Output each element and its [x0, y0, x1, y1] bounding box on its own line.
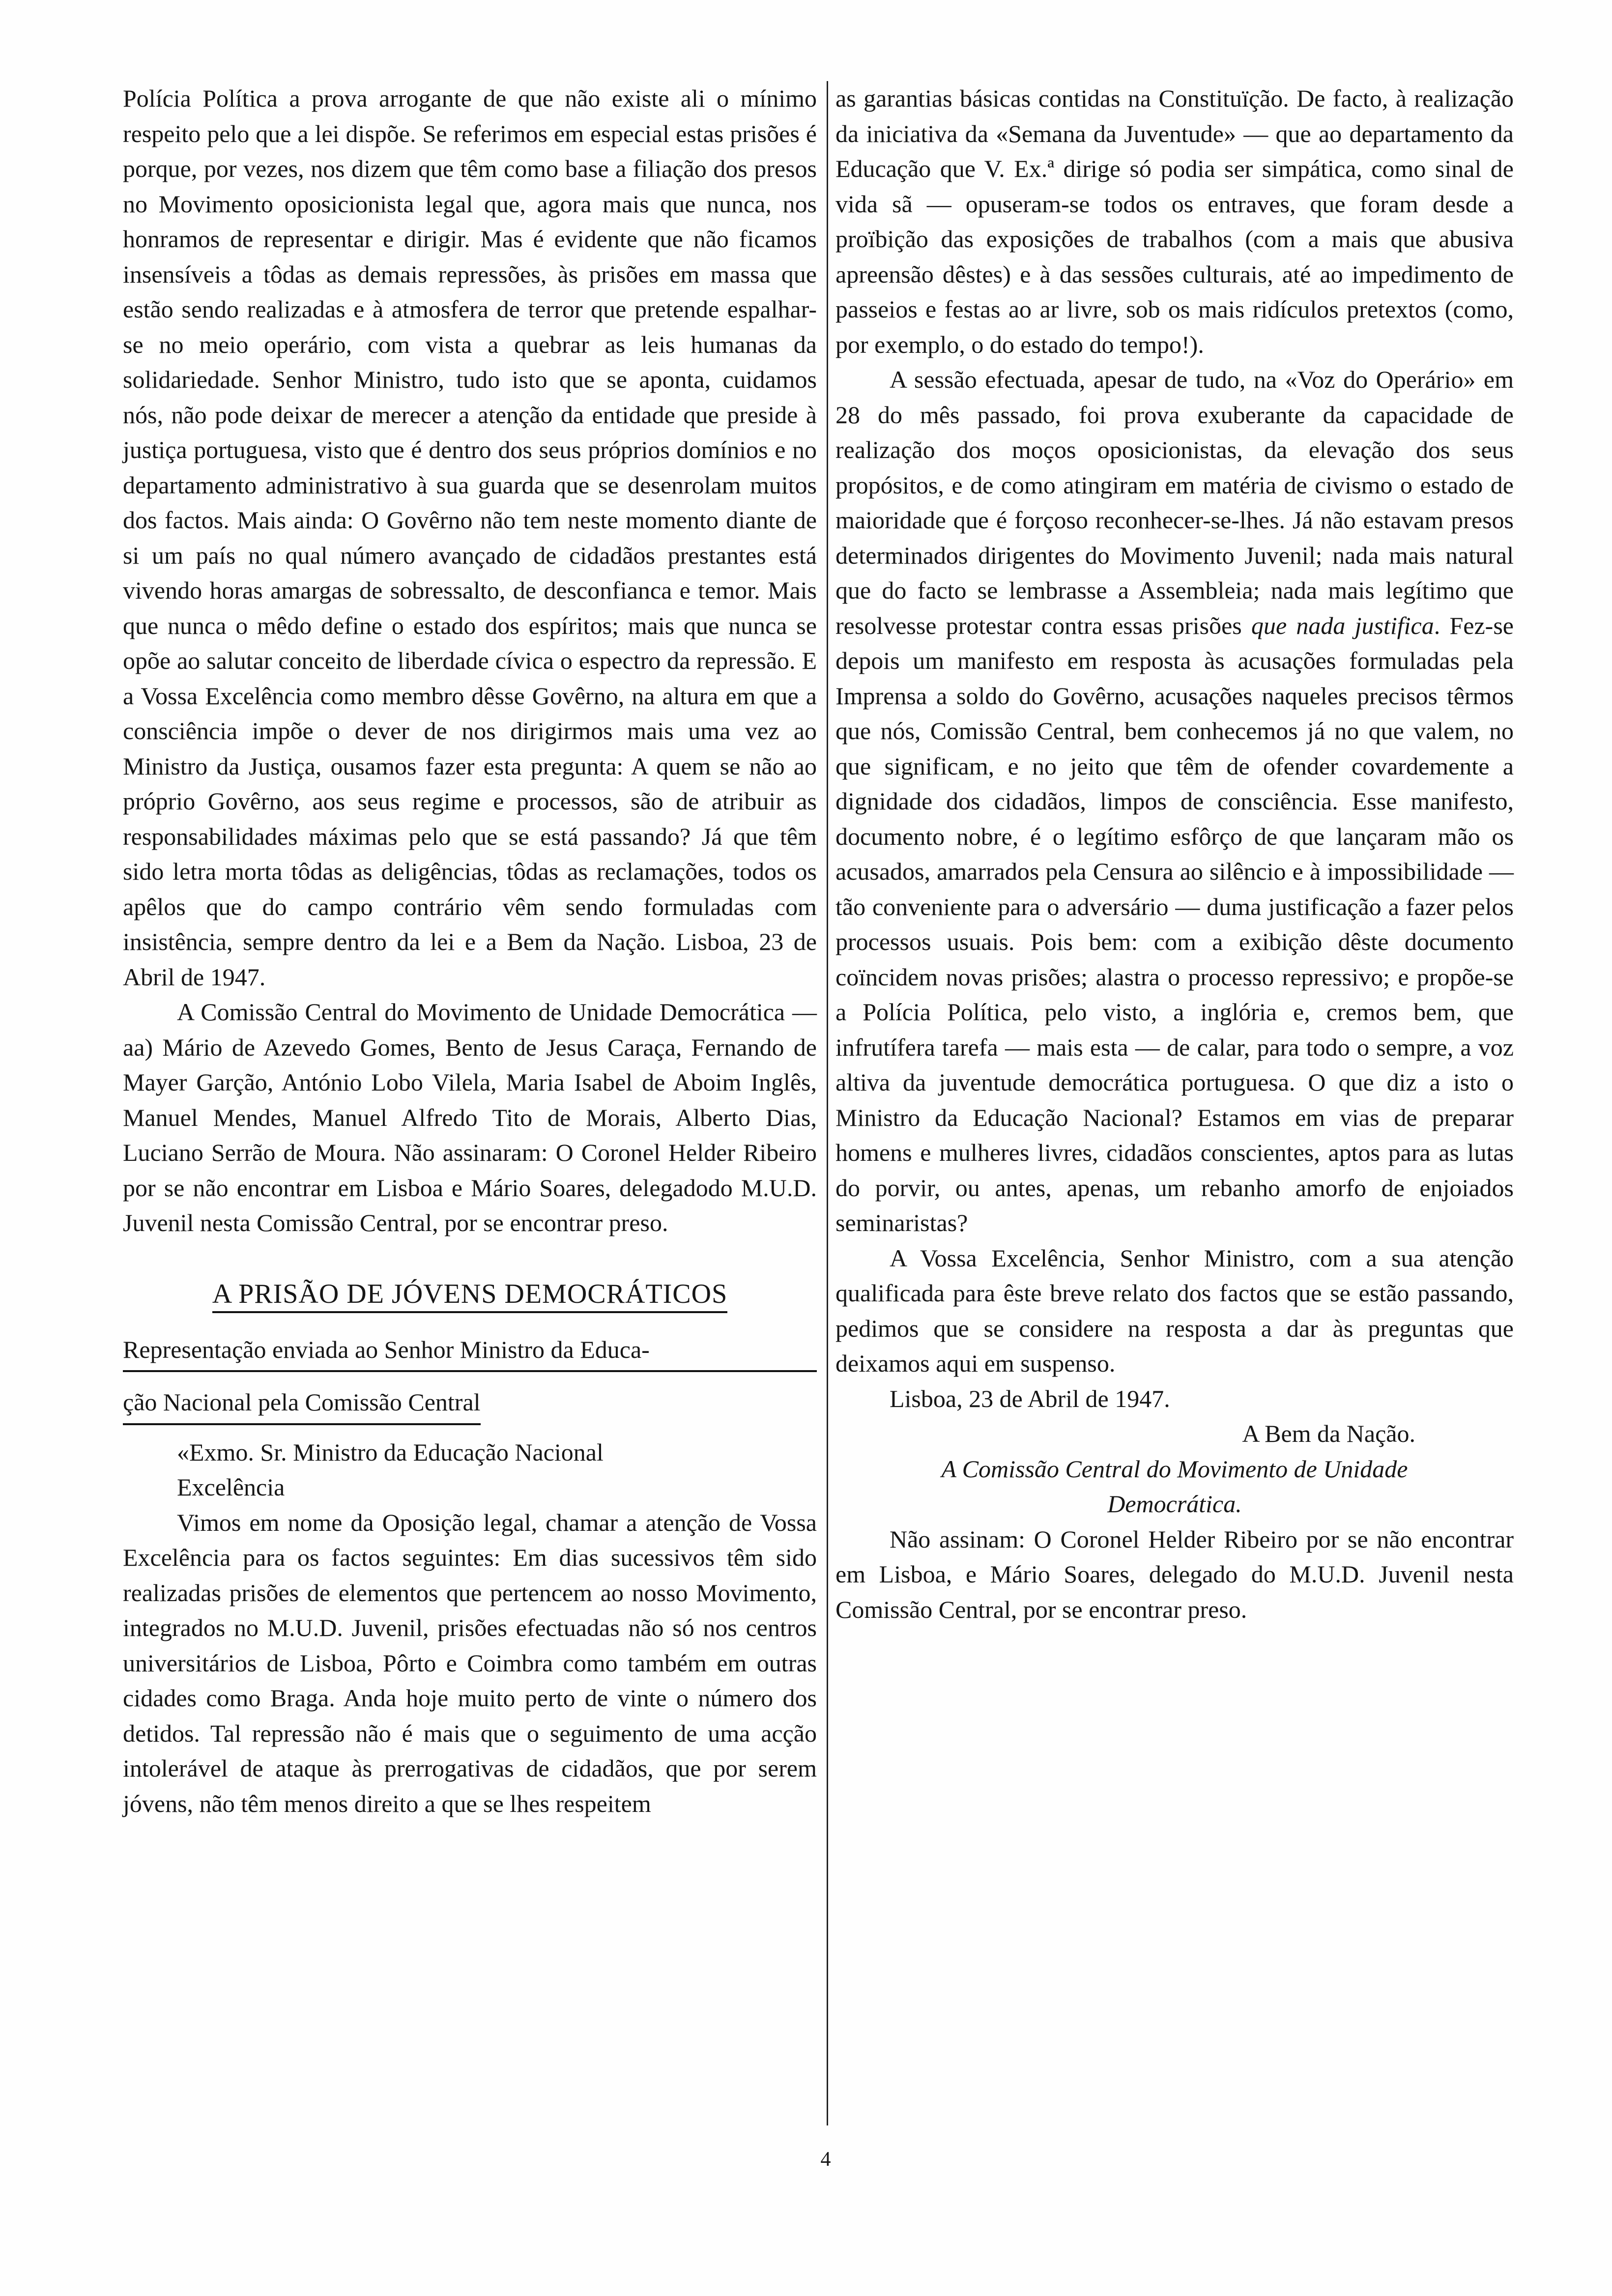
signature-line-1: A Comissão Central do Movimento de Unidade — [941, 1455, 1408, 1483]
article-subheading-line-1: Representação enviada ao Senhor Ministro da Educa- — [123, 1332, 817, 1373]
letter-closing: A Bem da Nação. — [1242, 1420, 1415, 1447]
right-paragraph-3: A Vossa Excelência, Senhor Ministro, com a sua atenção qualificada para êste breve relato dos factos que se estão passando, pedimos que se considere na resposta a dar às preguntas que deixamos aqui em suspenso. — [835, 1244, 1514, 1377]
salutation-line-2: Excelência — [177, 1473, 285, 1501]
left-paragraph-2: A Comissão Central do Movimento de Unidade Democrática — aa) Mário de Azevedo Gomes, Bento de Jesus Caraça, Fernando de Mayer Garção, António Lobo Vilela, Maria Isabel de Aboim Inglês, Manuel Mendes, Manuel Alfredo Tito de Morais, Alberto Dias, Luciano Serrão de Moura. Não assinaram: O Coronel Helder Ribeiro por se não encontrar em Lisboa e Mário Soares, delegadodo M.U.D. Juvenil nesta Comissão Central, por se encontrar preso. — [123, 998, 817, 1236]
left-paragraph-1: Polícia Política a prova arrogante de que não existe ali o mínimo respeito pelo que a lei dispõe. Se referimos em especial estas prisões é porque, por vezes, nos dizem que têm como base a filiação dos presos no Movimento oposicionista legal que, agora mais que nunca, nos honramos de representar e dirigir. Mas é evidente que não ficamos insensíveis a tôdas as demais repressões, às prisões em massa que estão sendo realizadas e à atmosfera de terror que pretende espalhar-se no meio operário, com vista a quebrar as leis humanas da solidariedade. Senhor Ministro, tudo isto que se aponta, cuidamos nós, não pode deixar de merecer a atenção da entidade que preside à justiça portuguesa, visto que é dentro dos seus próprios domínios e no departamento administrativo à sua guarda que se desenrolam muitos dos factos. Mais ainda: O Govêrno não tem neste momento diante de si um país no qual número avançado de cidadãos prestantes está vivendo horas amargas de sobressalto, de desconfianca e temor. Mais que nunca o mêdo define o estado dos espíritos; mais que nunca se opõe ao salutar conceito de liberdade cívica o espectro da repressão. E a Vossa Excelência como membro dêsse Govêrno, na altura em que a consciência impõe o dever de nos dirigirmos mais uma vez ao Ministro da Justiça, ousamos fazer esta pregunta: A quem se não ao próprio Govêrno, aos seus regime e processos, são de atribuir as responsabilidades máximas pelo que se está passando? Já que têm sido letra morta tôdas as deligências, tôdas as reclamações, todos os apêlos que do campo contrário vêm sendo formuladas com insistência, sempre dentro da lei e a Bem da Nação. Lisboa, 23 de Abril de 1947. — [123, 85, 817, 991]
right-paragraph-2-emphasis: que nada justifica — [1251, 611, 1434, 639]
column-divider — [827, 81, 828, 2125]
right-column — [835, 81, 1514, 1627]
article-headline — [123, 1275, 817, 1313]
article-headline-text: A PRISÃO DE JÓVENS DEMOCRÁTICOS — [212, 1279, 727, 1313]
article-subheading-line-2: ção Nacional pela Comissão Central — [123, 1385, 481, 1425]
right-paragraph-4: Não assinam: O Coronel Helder Ribeiro por se não encontrar em Lisboa, e Mário Soares, delegado do M.U.D. Juvenil nesta Comissão Central, por se encontrar preso. — [835, 1525, 1514, 1623]
page-number: 4 — [820, 2148, 831, 2171]
right-paragraph-2 — [835, 362, 1514, 1241]
signature-line-2: Democrática. — [1107, 1490, 1242, 1518]
right-paragraph-2-part-b: . Fez-se depois um manifesto em resposta às acusações formuladas pela Imprensa a soldo do Govêrno, acusações naqueles precisos têrmos que nós, Comissão Central, bem conhecemos já no que valem, no que significam, e no jeito que têm de ofender covardemente a dignidade dos cidadãos, limpos de consciência. Esse manifesto, documento nobre, é o legítimo esfôrço de que lançaram mão os acusados, amarrados pela Censura ao silêncio e à impossibilidade — tão conveniente para o adversário — duma justificação a fazer pelos processos usuais. Pois bem: com a exibição dêste documento coïncidem novas prisões; alastra o processo repressivo; e propõe-se a Polícia Política, pelo visto, a inglória e, cremos bem, que infrutífera tarefa — mais esta — de calar, para todo o sempre, a voz altiva da juventude democrática portuguesa. O que diz a isto o Ministro da Educação Nacional? Estamos em vias de preparar homens e mulheres livres, cidadãos conscientes, aptos para as lutas do porvir, ou antes, apenas, um rebanho amorfo de enjoiados seminaristas? — [835, 611, 1514, 1236]
right-paragraph-2-part-a: A sessão efectuada, apesar de tudo, na «Voz do Operário» em 28 do mês passado, foi prova exuberante da capacidade de realização dos moços oposicionistas, da elevação dos seus propósitos, e de como atingiram em matéria de civismo o estado de maioridade que é forçoso reconhecer-se-lhes. Já não estavam presos determinados dirigentes do Movimento Juvenil; nada mais natural que do facto se lembrasse a Assembleia; nada mais legítimo que resolvesse protestar contra essas prisões — [835, 366, 1514, 639]
right-paragraph-1: as garantias básicas contidas na Constituïção. De facto, à realização da iniciativa da «Semana da Juventude» — que ao departamento da Educação que V. Ex.ª dirige só podia ser simpática, como sinal de vida sã — opuseram-se todos os entraves, que foram desde a proïbição das exposições de trabalhos (com a mais que abusiva apreensão dêstes) e à das sessões culturais, até ao impedimento de passeios e festas ao ar livre, sob os mais ridículos pretextos (como, por exemplo, o do estado do tempo!). — [835, 85, 1514, 358]
letter-date: Lisboa, 23 de Abril de 1947. — [890, 1384, 1170, 1412]
left-paragraph-3: Vimos em nome da Oposição legal, chamar a atenção de Vossa Excelência para os factos seguintes: Em dias sucessivos têm sido realizadas prisões de elementos que pertencem ao nosso Movimento, integrados no M.U.D. Juvenil, prisões efectuadas não só nos centros universitários de Lisboa, Pôrto e Coimbra como também em outras cidades como Braga. Anda hoje muito perto de vinte o número dos detidos. Tal repressão não é mais que o seguimento de uma acção intolerável de ataque às prerrogativas de cidadãos, que por serem jóvens, não têm menos direito a que se lhes respeitem — [123, 1508, 817, 1817]
left-column — [123, 81, 817, 1821]
salutation-line-1: «Exmo. Sr. Ministro da Educação Nacional — [177, 1438, 604, 1466]
